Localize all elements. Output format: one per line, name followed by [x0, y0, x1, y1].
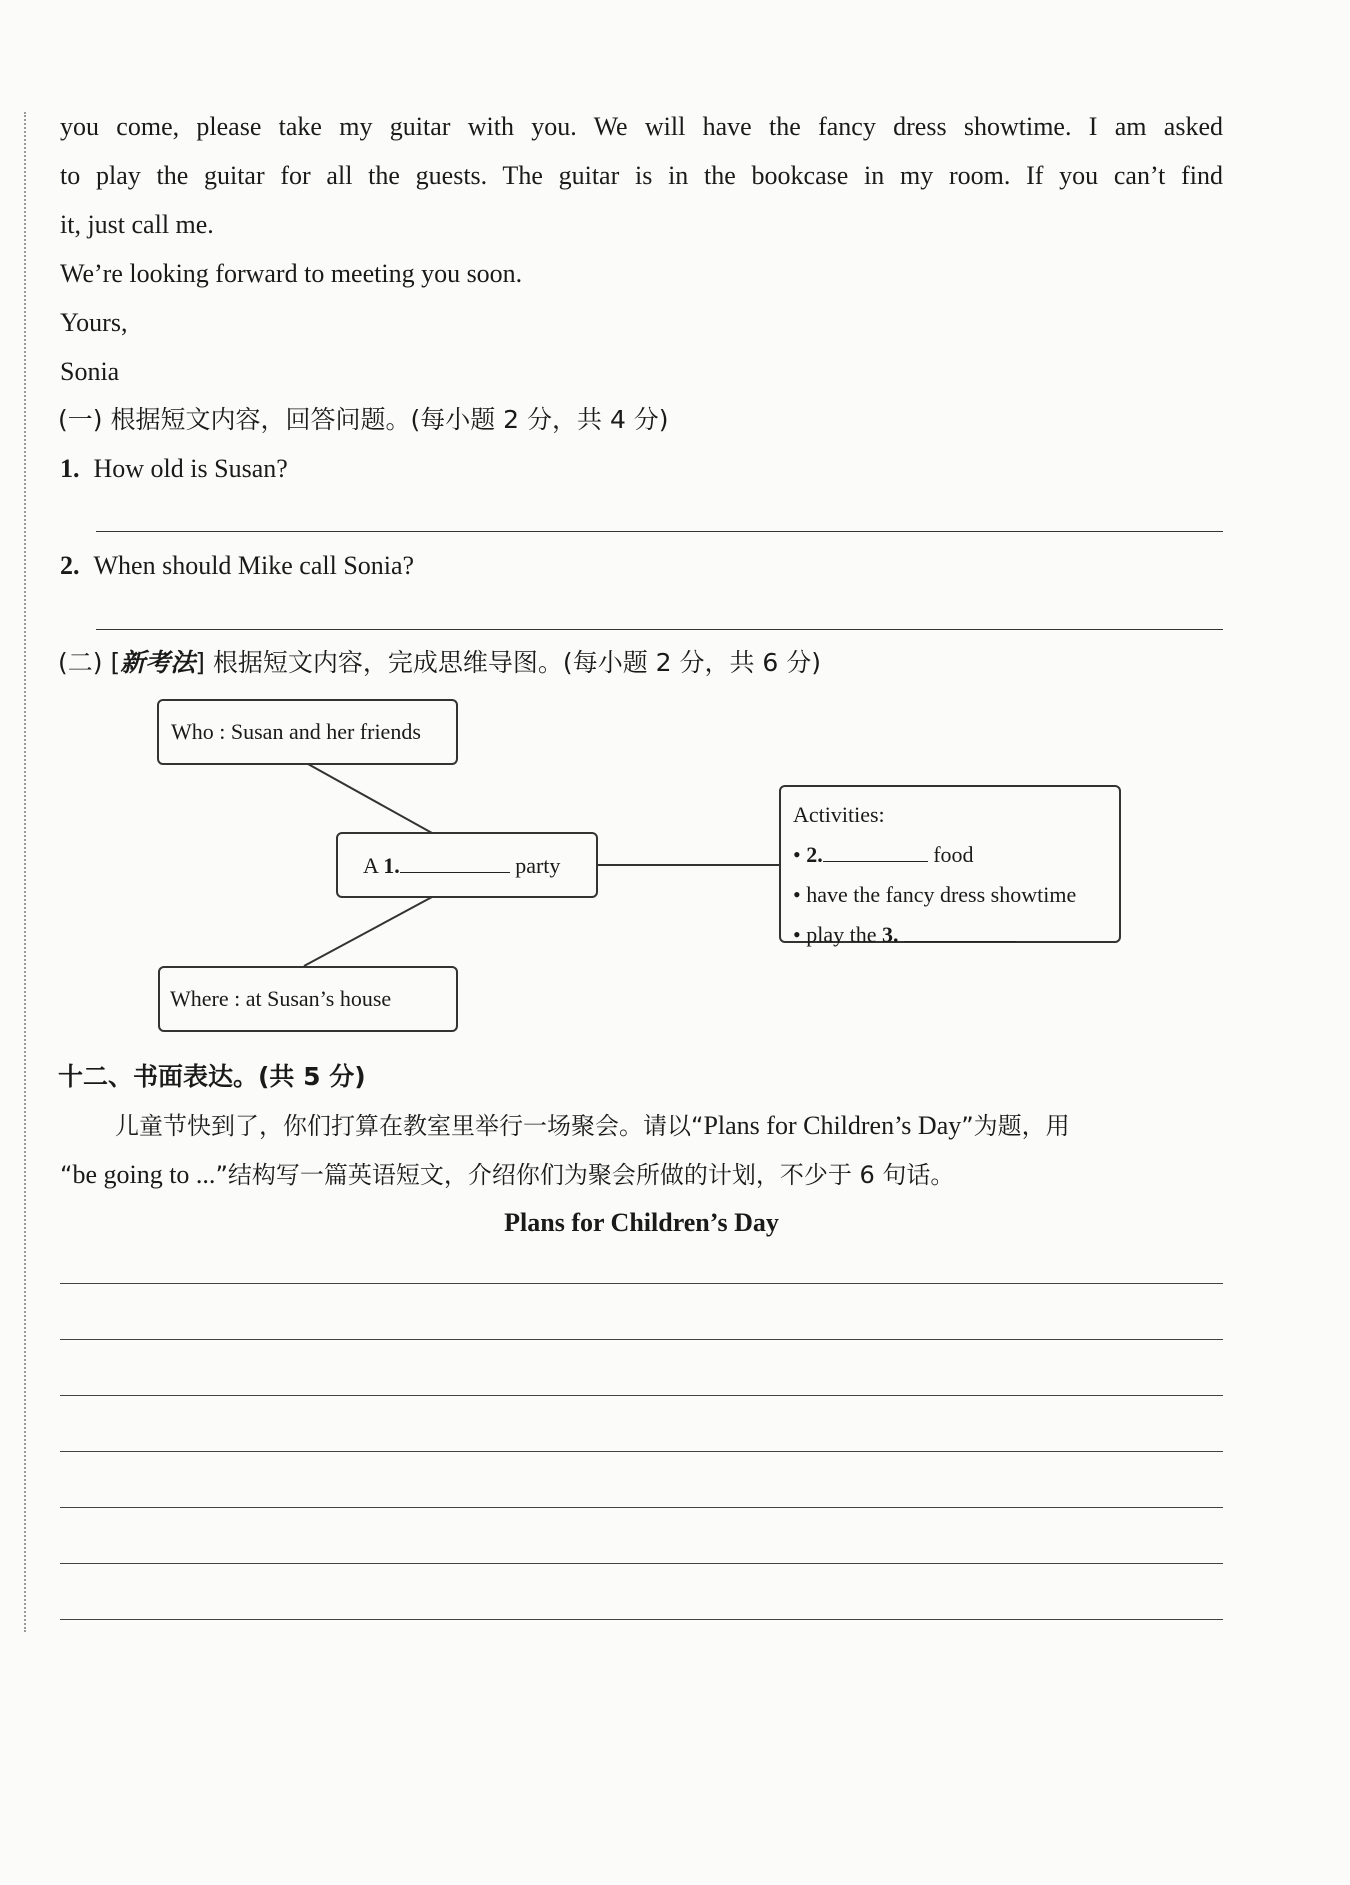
mindmap-where-box	[158, 966, 458, 1032]
instruction-1-cn-a: 儿童节快到了，你们打算在教室里举行一场聚会。请以“	[115, 1112, 704, 1140]
mindmap-center-box	[336, 832, 598, 898]
letter-line-1: you come, please take my guitar with you. We will have the fancy dress showtime. I am asked	[60, 112, 1223, 141]
essay-instruction-line-2	[60, 1160, 954, 1190]
who-text: Who : Susan and her friends	[171, 719, 421, 744]
essay-instruction-line-1	[115, 1111, 1070, 1141]
blank-2[interactable]	[823, 841, 928, 862]
activity-3-prefix: • play the	[793, 922, 882, 947]
part2-heading	[58, 648, 821, 678]
connector-where	[304, 897, 432, 966]
letter-closing: Yours,	[60, 308, 128, 337]
center-suffix: party	[515, 853, 561, 878]
blank-1[interactable]	[400, 852, 510, 873]
instruction-1-en: Plans for Children’s Day	[703, 1111, 962, 1140]
where-text: Where : at Susan’s house	[170, 986, 392, 1011]
writing-line-3[interactable]	[60, 1395, 1223, 1396]
writing-line-6[interactable]	[60, 1563, 1223, 1564]
instruction-1-cn-b: ”为题，用	[961, 1112, 1070, 1140]
activity-1-suffix: food	[933, 842, 974, 867]
part2-heading-suffix: ] 根据短文内容，完成思维导图。(每小题 2 分，共 6 分)	[195, 648, 822, 677]
question-2	[60, 551, 414, 581]
blank-3[interactable]	[904, 921, 1016, 942]
letter-line-4: We’re looking forward to meeting you soon.	[60, 259, 523, 288]
answer-line-1[interactable]	[96, 531, 1223, 532]
blank-1-number: 1.	[383, 853, 400, 878]
part2-heading-prefix: (二) [	[58, 648, 121, 677]
writing-line-1[interactable]	[60, 1283, 1223, 1284]
question-1-number: 1.	[60, 454, 80, 483]
mindmap-activities-box	[779, 785, 1121, 947]
instruction-2-cn-a: “	[60, 1161, 73, 1189]
instruction-2-cn-b: ”结构写一篇英语短文，介绍你们为聚会所做的计划，不少于 6 句话。	[215, 1161, 955, 1189]
activity-1-bullet: •	[793, 842, 801, 867]
center-prefix: A	[363, 853, 384, 878]
part3-heading: 十二、书面表达。(共 5 分)	[58, 1062, 366, 1091]
writing-line-5[interactable]	[60, 1507, 1223, 1508]
new-method-tag: 新考法	[120, 648, 196, 677]
blank-2-number: 2.	[806, 842, 823, 867]
connector-who	[308, 764, 432, 833]
letter-signature: Sonia	[60, 357, 120, 386]
writing-line-7[interactable]	[60, 1619, 1223, 1620]
letter-line-3: it, just call me.	[60, 210, 214, 239]
blank-3-number: 3.	[881, 922, 899, 947]
question-1	[60, 454, 288, 484]
part1-heading: (一) 根据短文内容，回答问题。(每小题 2 分，共 4 分)	[58, 405, 669, 434]
essay-title: Plans for Children’s Day	[504, 1208, 779, 1237]
question-2-text: When should Mike call Sonia?	[93, 551, 415, 580]
writing-line-2[interactable]	[60, 1339, 1223, 1340]
instruction-2-en: be going to ...	[72, 1160, 216, 1189]
binding-margin-line	[24, 112, 26, 1632]
writing-line-4[interactable]	[60, 1451, 1223, 1452]
activity-item-2: • have the fancy dress showtime	[793, 882, 1077, 907]
activities-title: Activities:	[793, 802, 885, 827]
activity-item-1	[793, 835, 1119, 875]
question-1-text: How old is Susan?	[93, 454, 288, 483]
question-2-number: 2.	[60, 551, 80, 580]
mindmap-who-box	[157, 699, 458, 765]
activity-item-3	[793, 915, 1119, 955]
letter-line-2: to play the guitar for all the guests. The guitar is in the bookcase in my room. If you can’t find	[60, 161, 1223, 190]
answer-line-2[interactable]	[96, 629, 1223, 630]
